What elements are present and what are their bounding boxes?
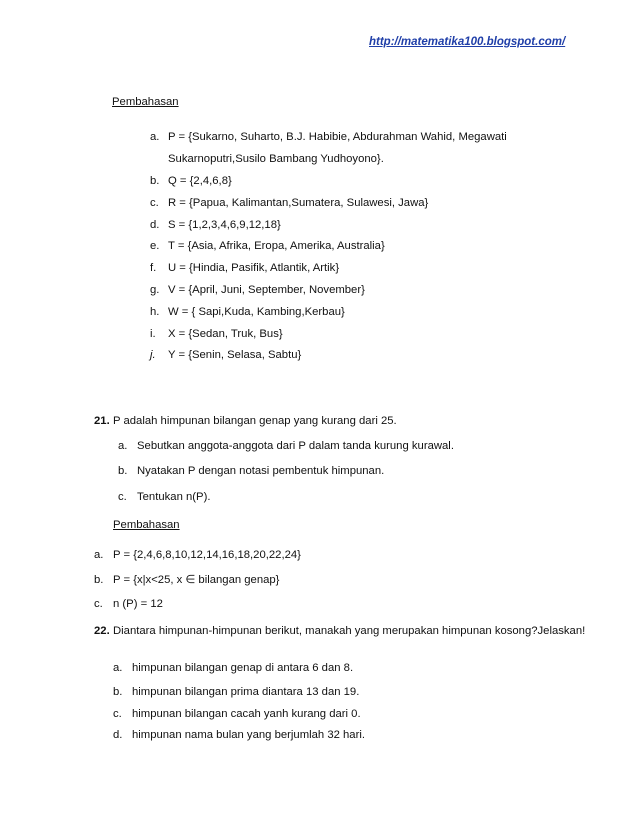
item-label: b. — [94, 574, 104, 586]
list-item — [118, 465, 384, 477]
answer-item — [94, 549, 301, 561]
question-number: 22. — [94, 625, 110, 637]
item-text: himpunan nama bulan yang berjumlah 32 hari. — [132, 729, 365, 741]
list-item — [113, 729, 365, 741]
q21-pembahasan-heading: Pembahasan — [113, 519, 180, 531]
item-text: himpunan bilangan cacah yanh kurang dari 0. — [132, 708, 361, 720]
question-number: 21. — [94, 415, 110, 427]
item-text: Tentukan n(P). — [137, 491, 211, 503]
item-text: himpunan bilangan genap di antara 6 dan 8. — [132, 662, 354, 674]
item-label: e. — [150, 240, 160, 252]
item-text: W = { Sapi,Kuda, Kambing,Kerbau} — [168, 306, 345, 318]
item-text: T = {Asia, Afrika, Eropa, Amerika, Australia} — [168, 240, 385, 252]
item-text: P = {Sukarno, Suharto, B.J. Habibie, Abdurahman Wahid, Megawati — [168, 131, 507, 143]
list-item — [150, 175, 232, 187]
item-text: R = {Papua, Kalimantan,Sumatera, Sulawesi, Jawa} — [168, 197, 429, 209]
item-label: h. — [150, 306, 160, 318]
list-item — [150, 306, 345, 318]
list-item — [150, 328, 283, 340]
item-text: Q = {2,4,6,8} — [168, 175, 232, 187]
item-text: himpunan bilangan prima diantara 13 dan 19. — [132, 686, 360, 698]
item-text: V = {April, Juni, September, November} — [168, 284, 365, 296]
item-label: a. — [118, 440, 128, 452]
item-label: c. — [150, 197, 159, 209]
item-text: S = {1,2,3,4,6,9,12,18} — [168, 219, 281, 231]
header-url-link[interactable]: http://matematika100.blogspot.com/ — [369, 36, 566, 48]
item-text: Sebutkan anggota-anggota dari P dalam tanda kurung kurawal. — [137, 440, 454, 452]
list-item — [150, 131, 507, 143]
list-item-continuation: Sukarnoputri,Susilo Bambang Yudhoyono}. — [168, 153, 384, 165]
question-22 — [94, 625, 585, 637]
item-text: Y = {Senin, Selasa, Sabtu} — [168, 349, 302, 361]
list-item — [113, 686, 359, 698]
list-item — [150, 262, 339, 274]
item-label: a. — [113, 662, 123, 674]
item-label: c. — [113, 708, 122, 720]
list-item — [150, 197, 428, 209]
item-text: U = {Hindia, Pasifik, Atlantik, Artik} — [168, 262, 340, 274]
item-text: Nyatakan P dengan notasi pembentuk himpunan. — [137, 465, 385, 477]
item-label: b. — [118, 465, 128, 477]
list-item — [150, 284, 365, 296]
question-text: P adalah himpunan bilangan genap yang kurang dari 25. — [113, 415, 397, 427]
item-label: a. — [150, 131, 160, 143]
section20-heading: Pembahasan — [112, 96, 179, 108]
item-label: c. — [94, 598, 103, 610]
item-label: d. — [150, 219, 160, 231]
item-label: d. — [113, 729, 123, 741]
item-text: n (P) = 12 — [113, 598, 163, 610]
list-item — [150, 219, 281, 231]
list-item — [118, 440, 454, 452]
answer-item — [94, 598, 163, 610]
item-label: b. — [150, 175, 160, 187]
list-item — [113, 662, 353, 674]
item-label: j. — [150, 349, 156, 361]
list-item — [118, 491, 210, 503]
list-item — [113, 708, 361, 720]
question-text: Diantara himpunan-himpunan berikut, manakah yang merupakan himpunan kosong?Jelaskan! — [113, 625, 586, 637]
item-label: i. — [150, 328, 156, 340]
item-label: c. — [118, 491, 127, 503]
answer-item — [94, 573, 279, 586]
list-item — [150, 240, 385, 252]
question-21 — [94, 415, 397, 427]
item-label: f. — [150, 262, 157, 274]
item-text: P = {x|x<25, x ∈ bilangan genap} — [113, 574, 280, 586]
item-text: P = {2,4,6,8,10,12,14,16,18,20,22,24} — [113, 549, 301, 561]
item-text: X = {Sedan, Truk, Bus} — [168, 328, 283, 340]
item-label: b. — [113, 686, 123, 698]
item-label: a. — [94, 549, 104, 561]
list-item — [150, 349, 301, 361]
item-label: g. — [150, 284, 160, 296]
